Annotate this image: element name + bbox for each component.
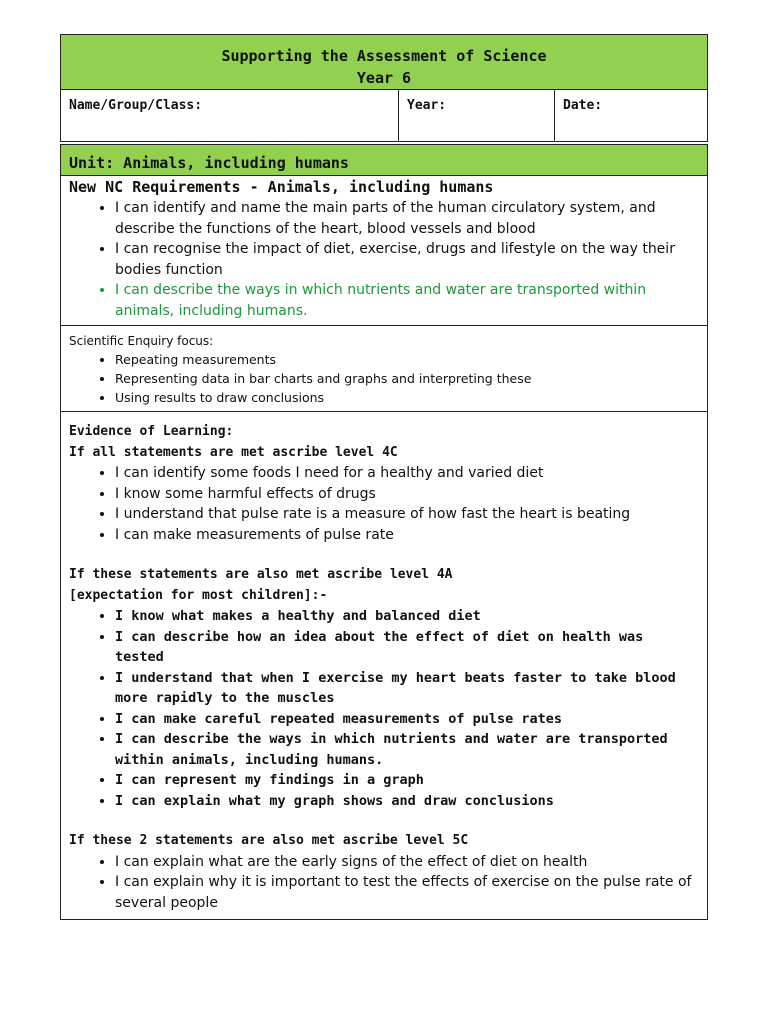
evidence-heading: Evidence of Learning: xyxy=(69,424,234,439)
date-label: Date: xyxy=(563,98,603,113)
enquiry-block xyxy=(60,325,708,412)
list-item: • I can explain what are the early signs of the effect of diet on health xyxy=(115,852,699,873)
list-item: • I understand that pulse rate is a measure of how fast the heart is beating xyxy=(115,504,699,525)
requirements-heading: New NC Requirements - Animals, including humans xyxy=(69,178,494,196)
name-group-class-field[interactable] xyxy=(61,90,399,141)
level-4c-list xyxy=(69,463,699,545)
requirements-block xyxy=(61,175,707,325)
list-item: • I can describe the ways in which nutrients and water are transported within animals, including humans. xyxy=(115,280,699,321)
list-item: • I can recognise the impact of diet, exercise, drugs and lifestyle on the way their bodies function xyxy=(115,239,699,280)
list-item: • I can identify and name the main parts of the human circulatory system, and describe the functions of the heart, blood vessels and blood xyxy=(115,198,699,239)
level-4c-heading: If all statements are met ascribe level 4C xyxy=(69,444,398,460)
list-item: • Repeating measurements xyxy=(115,350,699,369)
list-item: • I can identify some foods I need for a healthy and varied diet xyxy=(115,463,699,484)
title-banner xyxy=(60,34,708,90)
evidence-block xyxy=(60,412,708,920)
page-subtitle: Year 6 xyxy=(356,69,412,87)
list-item: • Representing data in bar charts and graphs and interpreting these xyxy=(115,369,699,388)
level-5c-list xyxy=(69,852,699,914)
date-field[interactable] xyxy=(555,90,707,141)
list-item: • Using results to draw conclusions xyxy=(115,388,699,407)
list-item: • I can make measurements of pulse rate xyxy=(115,525,699,546)
assessment-sheet xyxy=(60,34,708,920)
list-item: • I can represent my findings in a graph xyxy=(115,770,699,791)
enquiry-heading: Scientific Enquiry focus: xyxy=(69,334,214,348)
level-4a-heading: If these statements are also met ascribe level 4A xyxy=(69,567,453,582)
unit-section xyxy=(60,144,708,326)
info-row xyxy=(60,90,708,142)
list-item: • I can describe how an idea about the effect of diet on health was tested xyxy=(115,627,699,668)
name-label: Name/Group/Class: xyxy=(69,98,203,113)
list-item: • I understand that when I exercise my heart beats faster to take blood more rapidly to the muscles xyxy=(115,668,699,709)
list-item: • I can make careful repeated measurements of pulse rates xyxy=(115,709,699,730)
list-item: • I know some harmful effects of drugs xyxy=(115,484,699,505)
level-4a-list xyxy=(69,606,699,811)
list-item: • I can explain what my graph shows and draw conclusions xyxy=(115,791,699,812)
enquiry-list xyxy=(69,350,699,407)
year-label: Year: xyxy=(407,98,447,113)
requirements-list xyxy=(69,198,699,321)
unit-heading: Unit: Animals, including humans xyxy=(61,145,707,175)
page-title: Supporting the Assessment of Science xyxy=(221,47,547,65)
list-item: • I know what makes a healthy and balanced diet xyxy=(115,606,699,627)
year-field[interactable] xyxy=(399,90,555,141)
list-item: • I can describe the ways in which nutrients and water are transported within animals, including humans. xyxy=(115,729,699,770)
level-5c-heading: If these 2 statements are also met ascribe level 5C xyxy=(69,833,469,848)
level-4a-subheading: [expectation for most children]:- xyxy=(69,587,328,603)
list-item: • I can explain why it is important to test the effects of exercise on the pulse rate of several people xyxy=(115,872,699,913)
